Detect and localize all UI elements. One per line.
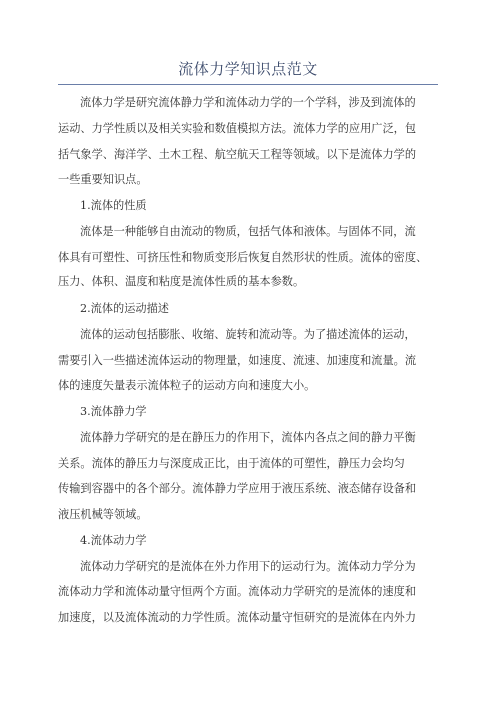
section-heading: 4.流体动力学	[80, 534, 147, 547]
paragraph-line: 需要引入一些描述流体运动的物理量，如速度、流速、加速度和流量。流	[58, 354, 417, 367]
section-heading: 3.流体静力学	[80, 405, 147, 418]
paragraph-line: 关系。流体的静压力与深度成正比，由于流体的可塑性，静压力会均匀	[58, 457, 405, 470]
section-heading: 2.流体的运动描述	[80, 302, 169, 315]
section-heading: 1.流体的性质	[80, 199, 147, 212]
page-title: 流体力学知识点范文	[178, 60, 318, 78]
paragraph-line: 压力、体积、温度和粘度是流体性质的基本参数。	[58, 275, 305, 288]
intro-line: 一些重要知识点。	[58, 173, 148, 186]
paragraph-line: 流体的运动包括膨胀、收缩、旋转和流动等。为了描述流体的运动，	[80, 328, 416, 341]
paragraph-line: 传输到容器中的各个部分。流体静力学应用于液压系统、液态储存设备和	[58, 482, 417, 495]
paragraph-line: 流体静力学研究的是在静压力的作用下，流体内各点之间的静力平衡	[80, 431, 416, 444]
paragraph-line: 加速度，以及流体流动的力学性质。流体动量守恒研究的是流体在内外力	[58, 611, 417, 624]
intro-line: 括气象学、海洋学、土木工程、航空航天工程等领域。以下是流体力学的	[58, 148, 417, 161]
title-divider	[58, 84, 438, 85]
intro-line: 运动、力学性质以及相关实验和数值模拟方法。流体力学的应用广泛，包	[58, 122, 417, 135]
paragraph-line: 流体动力学和流体动量守恒两个方面。流体动力学研究的是流体的速度和	[58, 585, 417, 598]
paragraph-line: 液压机械等领域。	[58, 508, 148, 521]
paragraph-line: 体具有可塑性、可挤压性和物质变形后恢复自然形状的性质。流体的密度、	[58, 251, 428, 264]
intro-line: 流体力学是研究流体静力学和流体动力学的一个学科，涉及到流体的	[80, 96, 416, 109]
paragraph-line: 流体是一种能够自由流动的物质，包括气体和液体。与固体不同，流	[80, 225, 416, 238]
paragraph-line: 体的速度矢量表示流体粒子的运动方向和速度大小。	[58, 379, 316, 392]
paragraph-line: 流体动力学研究的是流体在外力作用下的运动行为。流体动力学分为	[80, 560, 416, 573]
